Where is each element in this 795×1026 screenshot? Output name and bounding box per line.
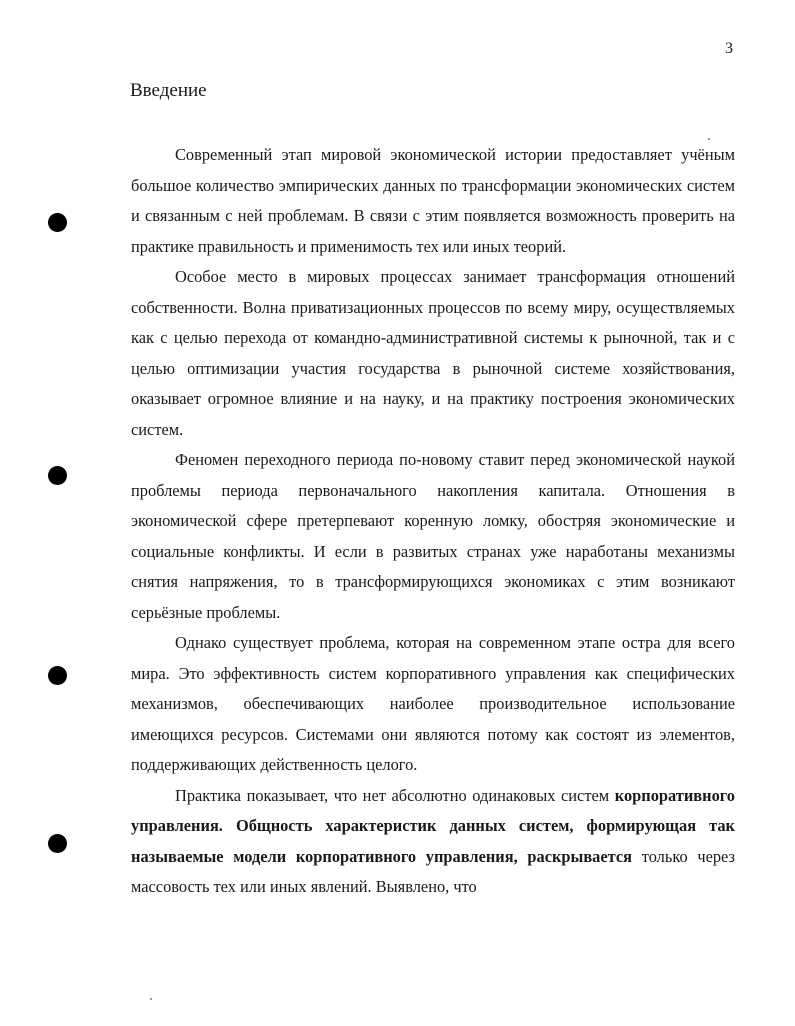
page-number: 3: [725, 40, 733, 57]
paragraph-2: Особое место в мировых процессах занимает трансформация отношений собственности. Волна приватизационных процессов по всему миру, осуществляемых как с целью перехода от командно-административной системы к рыночной, так и с целью оптимизации участия государства в рыночной системе хозяйствования, оказывает огромное влияние и на науку, и на практику построения экономических систем.: [131, 267, 735, 439]
punch-hole: [48, 666, 67, 685]
paragraph-5: [131, 781, 735, 903]
punch-hole: [48, 834, 67, 853]
section-heading: Введение: [130, 80, 207, 101]
paragraph-1: Современный этап мировой экономической истории предоставляет учёным большое количество эмпирических данных по трансформации экономических систем и связанным с ней проблемам. В связи с этим появляется возможность проверить на практике правильность и применимость тех или иных теорий.: [131, 145, 735, 256]
punch-hole: [48, 466, 67, 485]
paragraph-5-start: Практика показывает, что нет абсолютно одинаковых систем: [175, 785, 615, 805]
punch-hole: [48, 213, 67, 232]
paragraph-4: Однако существует проблема, которая на современном этапе остра для всего мира. Это эффективность систем корпоративного управления как специфических механизмов, обеспечивающих наиболее производительное использование имеющихся ресурсов. Системами они являются потому как состоят из элементов, поддерживающих действенность целого.: [131, 633, 735, 774]
paragraph-5-bold: корпоративного управления. Общность характеристик данных систем, формирующая так называемые модели корпоративного управления, раскрывается: [131, 785, 735, 866]
scan-speck: [708, 138, 710, 140]
scan-speck: [150, 998, 152, 1000]
paragraph-3: Феномен переходного периода по-новому ставит перед экономической наукой проблемы периода первоначального накопления капитала. Отношения в экономической сфере претерпевают коренную ломку, обостряя экономические и социальные конфликты. И если в развитых странах уже наработаны механизмы снятия напряжения, то в трансформирующихся экономиках с этим возникают серьёзные проблемы.: [131, 450, 735, 622]
paragraph-5-end: только через массовость тех или иных явлений. Выявлено, что: [131, 846, 736, 896]
document-body: [131, 140, 735, 903]
